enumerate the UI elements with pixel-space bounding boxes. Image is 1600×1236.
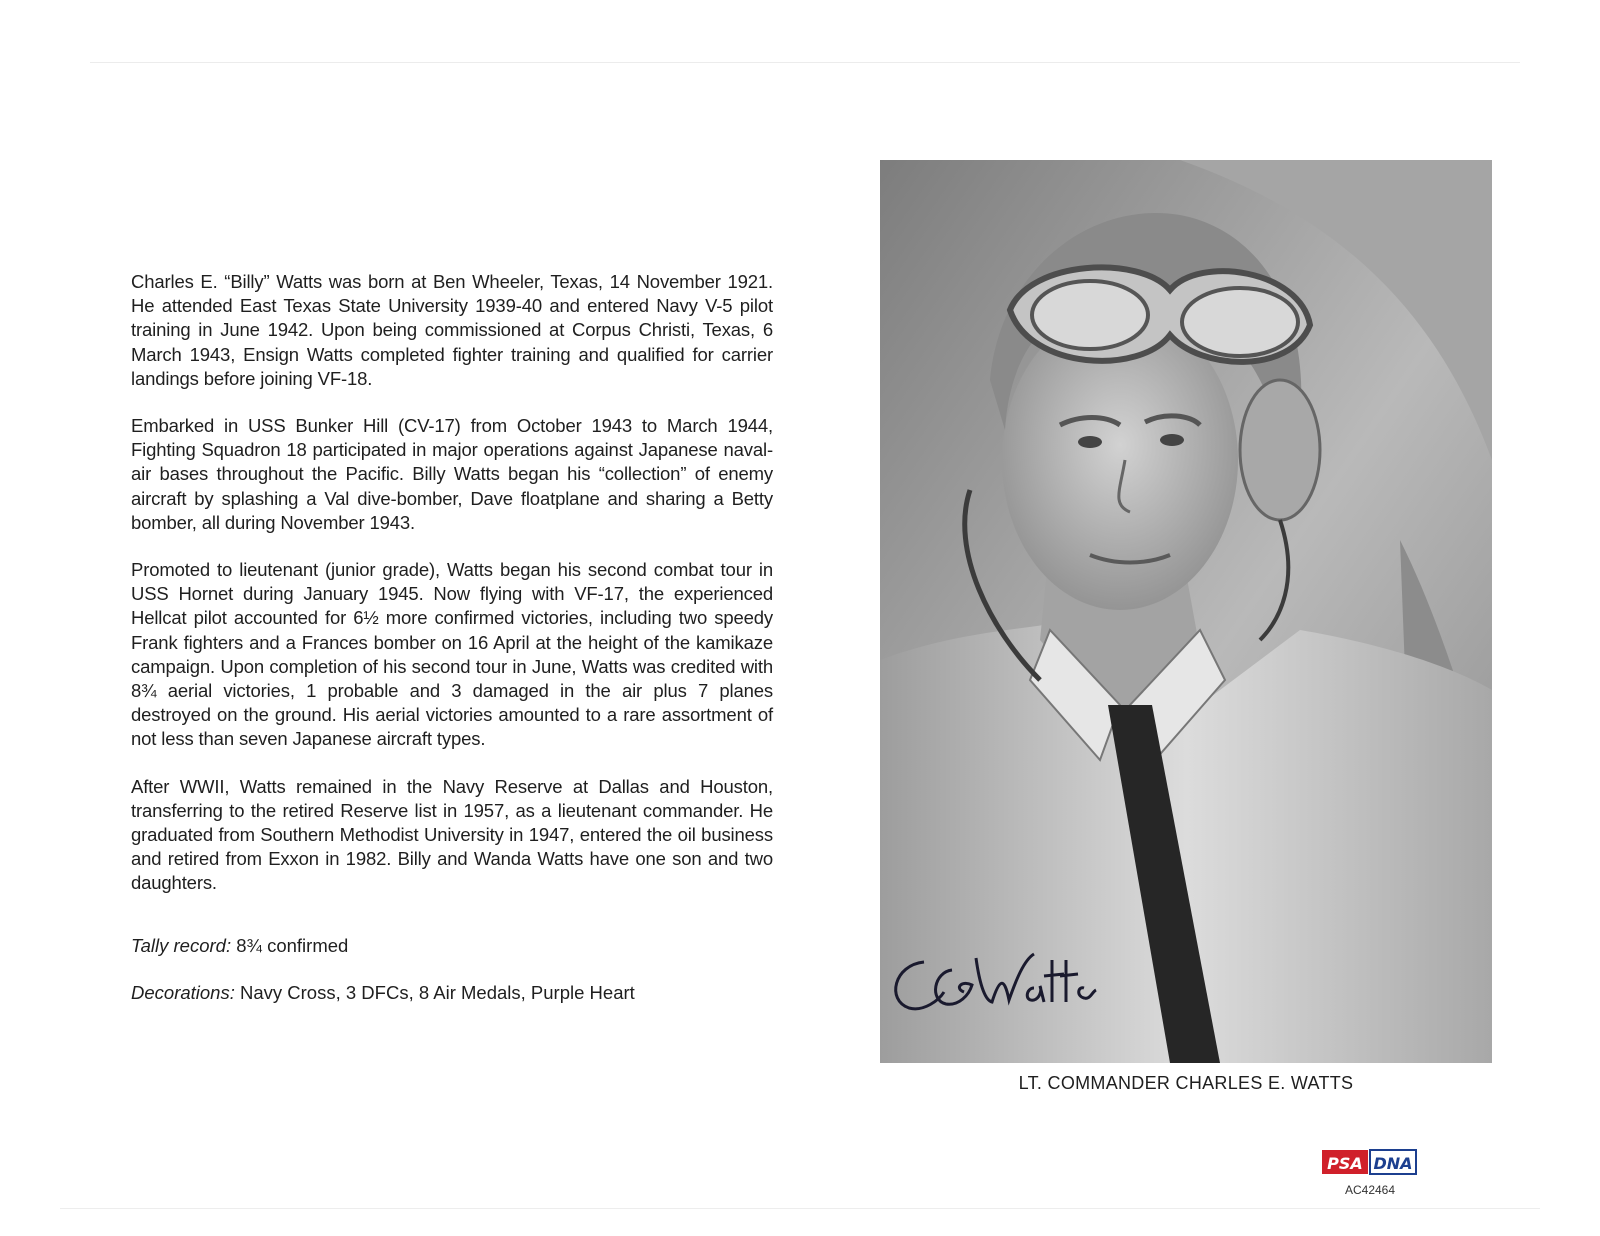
- decorations-label: Decorations:: [131, 982, 235, 1003]
- bio-paragraph-1: Charles E. “Billy” Watts was born at Ben Wheeler, Texas, 14 November 1921. He attended East Texas State University 1939-40 and entered Navy V-5 pilot training in June 1942. Upon being commissioned at Corpus Christi, Texas, 6 March 1943, Ensign Watts completed fighter training and qualified for carrier landings before joining VF-18.: [131, 271, 773, 389]
- bio-paragraph-3: Promoted to lieutenant (junior grade), Watts began his second combat tour in USS Hornet during January 1945. Now flying with VF-17, the experienced Hellcat pilot accounted for 6½ more confirmed victories, including two speedy Frank fighters and a Frances bomber on 16 April at the height of the kamikaze campaign. Upon completion of his second tour in June, Watts was credited with 8¾ aerial victories, 1 probable and 3 damaged in the air plus 7 planes destroyed on the ground. His aerial victories amounted to a rare assortment of not less than seven Japanese aircraft types.: [131, 559, 773, 750]
- tally-record: [131, 934, 348, 958]
- page-edge-bottom: [60, 1208, 1540, 1209]
- photo-caption: LT. COMMANDER CHARLES E. WATTS: [1018, 1073, 1354, 1093]
- tally-value: 8¾ confirmed: [236, 935, 349, 956]
- portrait-photo: [880, 160, 1492, 1063]
- decorations-value: Navy Cross, 3 DFCs, 8 Air Medals, Purple Heart: [240, 982, 635, 1003]
- page-edge-top: [90, 62, 1520, 63]
- tally-label: Tally record:: [131, 935, 232, 956]
- bio-paragraph-4: After WWII, Watts remained in the Navy Reserve at Dallas and Houston, transferring to the retired Reserve list in 1957, as a lieutenant commander. He graduated from Southern Methodist University in 1947, entered the oil business and retired from Exxon in 1982. Billy and Wanda Watts have one son and two daughters.: [131, 775, 773, 894]
- psa-dna-logo: [1322, 1148, 1418, 1176]
- decorations: [131, 981, 635, 1005]
- certificate-number: AC42464: [1344, 1183, 1396, 1197]
- autograph-signature: [884, 940, 1104, 1030]
- svg-text:PSA: PSA: [1327, 1154, 1363, 1173]
- bio-paragraph-2: Embarked in USS Bunker Hill (CV-17) from October 1943 to March 1944, Fighting Squadron 18 participated in major operations against Japanese naval-air bases throughout the Pacific. Billy Watts began his “collection” of enemy aircraft by splashing a Val dive-bomber, Dave floatplane and sharing a Betty bomber, all during November 1943.: [131, 415, 773, 533]
- biography-text: [131, 270, 773, 919]
- portrait-illustration: [880, 160, 1492, 1063]
- svg-text:DNA: DNA: [1373, 1154, 1413, 1173]
